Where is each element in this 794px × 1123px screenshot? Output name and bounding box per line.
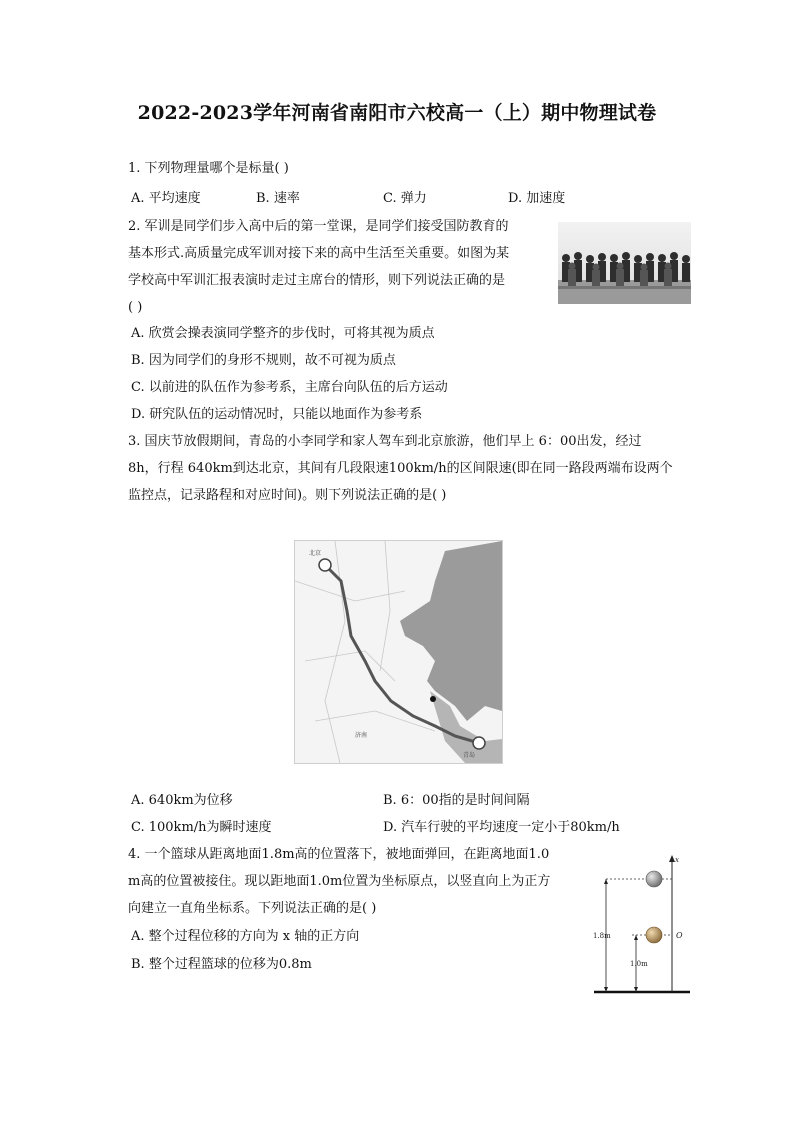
q1-option-d: D. 加速度 (508, 191, 566, 206)
q4-option-a: A. 整个过程位移的方向为 x 轴的正方向 (131, 929, 360, 944)
origin-label: O (676, 931, 683, 940)
q2-stem-line-3: 学校高中军训汇报表演时走过主席台的情形，则下列说法正确的是 (128, 273, 506, 288)
q3-stem-line-1: 3. 国庆节放假期间，青岛的小李同学和家人驾车到北京旅游，他们早上 6：00出发，经过 (128, 434, 642, 449)
q4-stem-line-1: 4. 一个篮球从距离地面1.8m高的位置落下，被地面弹回，在距离地面1.0 (128, 847, 550, 862)
q2-stem-line-2: 基本形式.高质量完成军训对接下来的高中生活至关重要。如图为某 (128, 246, 510, 261)
q2-option-d: D. 研究队伍的运动情况时，只能以地面作为参考系 (131, 407, 423, 422)
map-label-beijing: 北京 (309, 550, 322, 557)
q3-option-c: C. 100km/h为瞬时速度 (131, 820, 272, 835)
route-map (294, 540, 503, 764)
q4-stem-line-2: m高的位置被接住。现以距地面1.0m位置为坐标原点，以竖直向上为正方 (128, 874, 551, 889)
q3-option-d: D. 汽车行驶的平均速度一定小于80km/h (383, 820, 620, 835)
q1-option-a: A. 平均速度 (131, 191, 201, 206)
q2-option-a: A. 欣赏会操表演同学整齐的步伐时，可将其视为质点 (131, 326, 435, 341)
q3-option-a: A. 640km为位移 (131, 793, 233, 808)
q1-option-c: C. 弹力 (383, 191, 427, 206)
q1-option-b: B. 速率 (256, 191, 300, 206)
basketball-top (646, 871, 662, 887)
height-18-label: 1.8m (593, 932, 611, 940)
q2-stem-line-1: 2. 军训是同学们步入高中后的第一堂课，是同学们接受国防教育的 (128, 219, 509, 234)
q3-stem-line-3: 监控点，记录路程和对应时间)。则下列说法正确的是( ) (128, 488, 447, 503)
q3-stem-line-2: 8h，行程 640km到达北京，其间有几段限速100km/h的区间限速(即在同一路段两端布设两个 (128, 461, 673, 476)
q1-stem: 1. 下列物理量哪个是标量( ) (128, 161, 289, 176)
q2-stem-line-4: ( ) (128, 300, 143, 315)
height-10-label: 1.0m (630, 960, 648, 968)
map-label-jinan: 济南 (355, 732, 368, 739)
map-label-qingdao: 青岛 (463, 752, 476, 759)
q2-option-c: C. 以前进的队伍作为参考系，主席台向队伍的后方运动 (131, 380, 448, 395)
q4-stem-line-3: 向建立一直角坐标系。下列说法正确的是( ) (128, 901, 377, 916)
basketball-bottom (646, 927, 662, 943)
q4-option-b: B. 整个过程篮球的位移为0.8m (131, 957, 312, 972)
military-training-photo (558, 222, 691, 304)
q3-option-b: B. 6：00指的是时间间隔 (383, 793, 530, 808)
q2-option-b: B. 因为同学们的身形不规则，故不可视为质点 (131, 353, 396, 368)
basketball-figure (592, 852, 692, 996)
page-title: 2022-2023学年河南省南阳市六校高一（上）期中物理试卷 (137, 102, 657, 124)
x-axis-label: x (675, 856, 679, 864)
